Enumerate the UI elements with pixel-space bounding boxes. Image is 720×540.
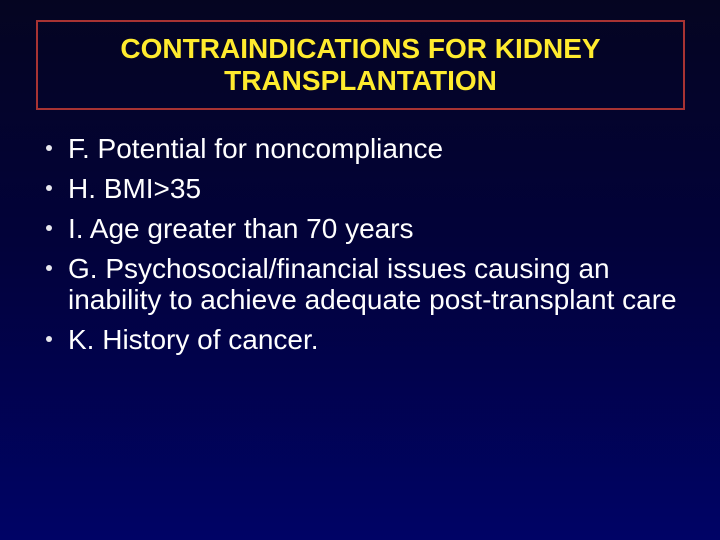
bullet-dot-icon — [46, 185, 52, 191]
bullet-item — [44, 324, 684, 355]
bullet-dot-icon — [46, 265, 52, 271]
bullet-text: G. Psychosocial/financial issues causing an inability to achieve adequate post-transplant care — [68, 253, 677, 315]
bullet-item — [44, 253, 684, 315]
bullet-text: K. History of cancer. — [68, 324, 319, 355]
bullet-dot-icon — [46, 336, 52, 342]
bullet-text: F. Potential for noncompliance — [68, 133, 444, 164]
bullet-item — [44, 213, 684, 244]
bullet-list — [44, 133, 684, 364]
bullet-text: H. BMI>35 — [68, 173, 202, 204]
title-box — [36, 20, 685, 110]
bullet-dot-icon — [46, 145, 52, 151]
bullet-text: I. Age greater than 70 years — [68, 213, 414, 244]
bullet-item — [44, 133, 684, 164]
bullet-dot-icon — [46, 225, 52, 231]
bullet-item — [44, 173, 684, 204]
slide-title: CONTRAINDICATIONS FOR KIDNEY TRANSPLANTATION — [120, 33, 601, 96]
